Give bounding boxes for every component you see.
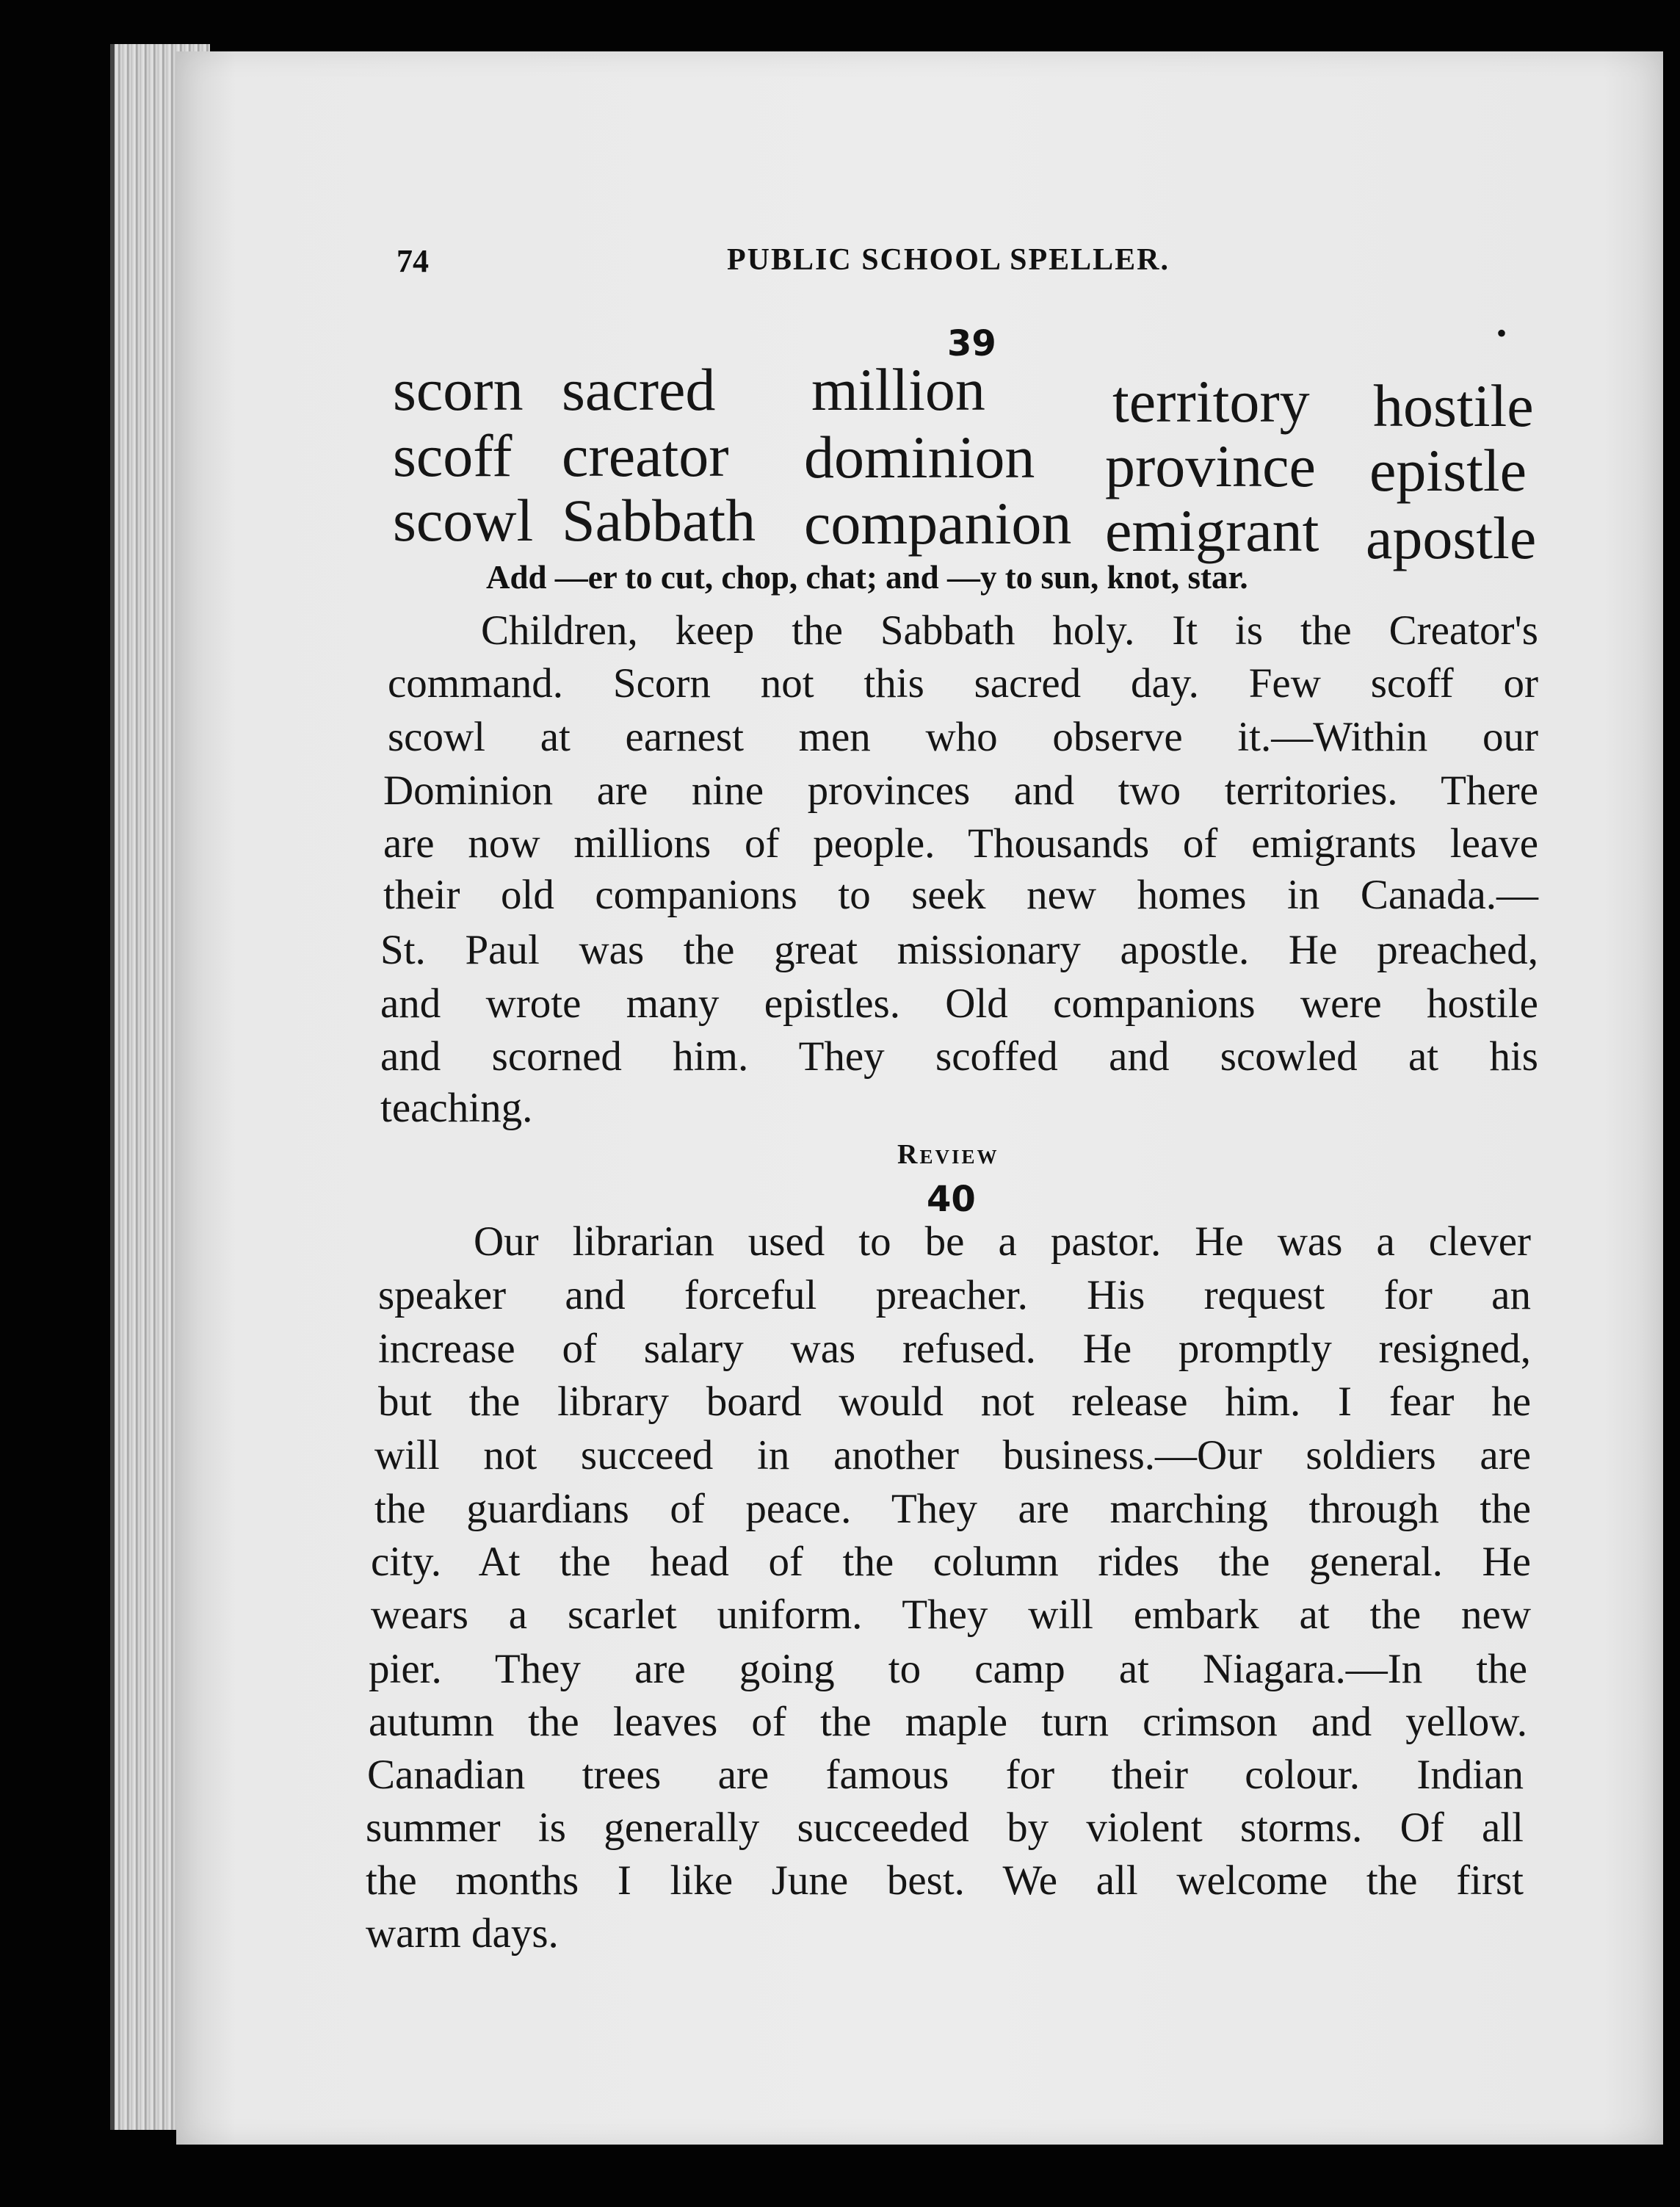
passage-40-line: increase of salary was refused. He promptly resigned, [378, 1326, 1531, 1372]
passage-40-line: autumn the leaves of the maple turn crimson and yellow. [369, 1699, 1527, 1745]
lesson-39-instruction: Add —er to cut, chop, chat; and —y to sun, knot, star. [486, 559, 1248, 596]
spelling-word: creator [562, 422, 729, 489]
page-number: 74 [397, 243, 429, 279]
passage-40-line: city. At the head of the column rides the general. He [371, 1539, 1531, 1585]
passage-40-line: but the library board would not release him. I fear he [378, 1379, 1531, 1425]
spelling-word: million [811, 356, 985, 423]
passage-39-line: teaching. [380, 1085, 533, 1131]
running-head: PUBLIC SCHOOL SPELLER. [727, 243, 1170, 277]
spelling-word: hostile [1373, 372, 1534, 439]
passage-39-line: St. Paul was the great missionary apostle. He preached, [380, 927, 1538, 973]
spelling-word: sacred [562, 356, 716, 423]
passage-40-line: the months I like June best. We all welcome the first [366, 1857, 1524, 1904]
spelling-word: scorn [393, 356, 524, 423]
passage-40-line: warm days. [366, 1910, 559, 1957]
lesson-40-number: 40 [927, 1179, 976, 1220]
passage-40-line: summer is generally succeeded by violent storms. Of all [366, 1805, 1524, 1851]
passage-39-line: command. Scorn not this sacred day. Few scoff or [388, 660, 1538, 707]
passage-39-line: scowl at earnest men who observe it.—Within our [388, 714, 1538, 760]
passage-40-line: Canadian trees are famous for their colour. Indian [367, 1752, 1524, 1798]
passage-39-line: are now millions of people. Thousands of emigrants leave [383, 820, 1538, 867]
passage-39-line: and scorned him. They scoffed and scowled at his [380, 1033, 1538, 1080]
stray-mark: • [1496, 317, 1507, 350]
spelling-word: companion [804, 490, 1072, 557]
passage-39-line: and wrote many epistles. Old companions were hostile [380, 980, 1538, 1027]
spelling-word: scowl [393, 487, 534, 554]
passage-39-line: their old companions to seek new homes in Canada.— [383, 872, 1538, 918]
passage-39-line: Dominion are nine provinces and two territories. There [383, 767, 1538, 814]
spelling-word: scoff [393, 422, 513, 489]
lesson-39-number: 39 [947, 323, 996, 364]
passage-40-line: Our librarian used to be a pastor. He was a clever [474, 1218, 1531, 1265]
spelling-word: epistle [1369, 437, 1527, 504]
spelling-word: territory [1112, 368, 1310, 435]
passage-40-line: pier. They are going to camp at Niagara.—In the [369, 1646, 1527, 1692]
spelling-word: province [1105, 433, 1316, 499]
spelling-word: dominion [804, 424, 1035, 491]
spelling-word: Sabbath [562, 487, 756, 554]
spelling-word: apostle [1366, 505, 1537, 571]
spelling-word: emigrant [1105, 497, 1319, 564]
passage-40-line: will not succeed in another business.—Our soldiers are [374, 1432, 1531, 1478]
review-heading: Review [897, 1139, 999, 1170]
passage-39-line: Children, keep the Sabbath holy. It is the Creator's [481, 607, 1538, 654]
passage-40-line: speaker and forceful preacher. His request for an [378, 1272, 1531, 1318]
passage-40-line: wears a scarlet uniform. They will embark at the new [371, 1592, 1531, 1638]
passage-40-line: the guardians of peace. They are marching through the [374, 1486, 1531, 1532]
